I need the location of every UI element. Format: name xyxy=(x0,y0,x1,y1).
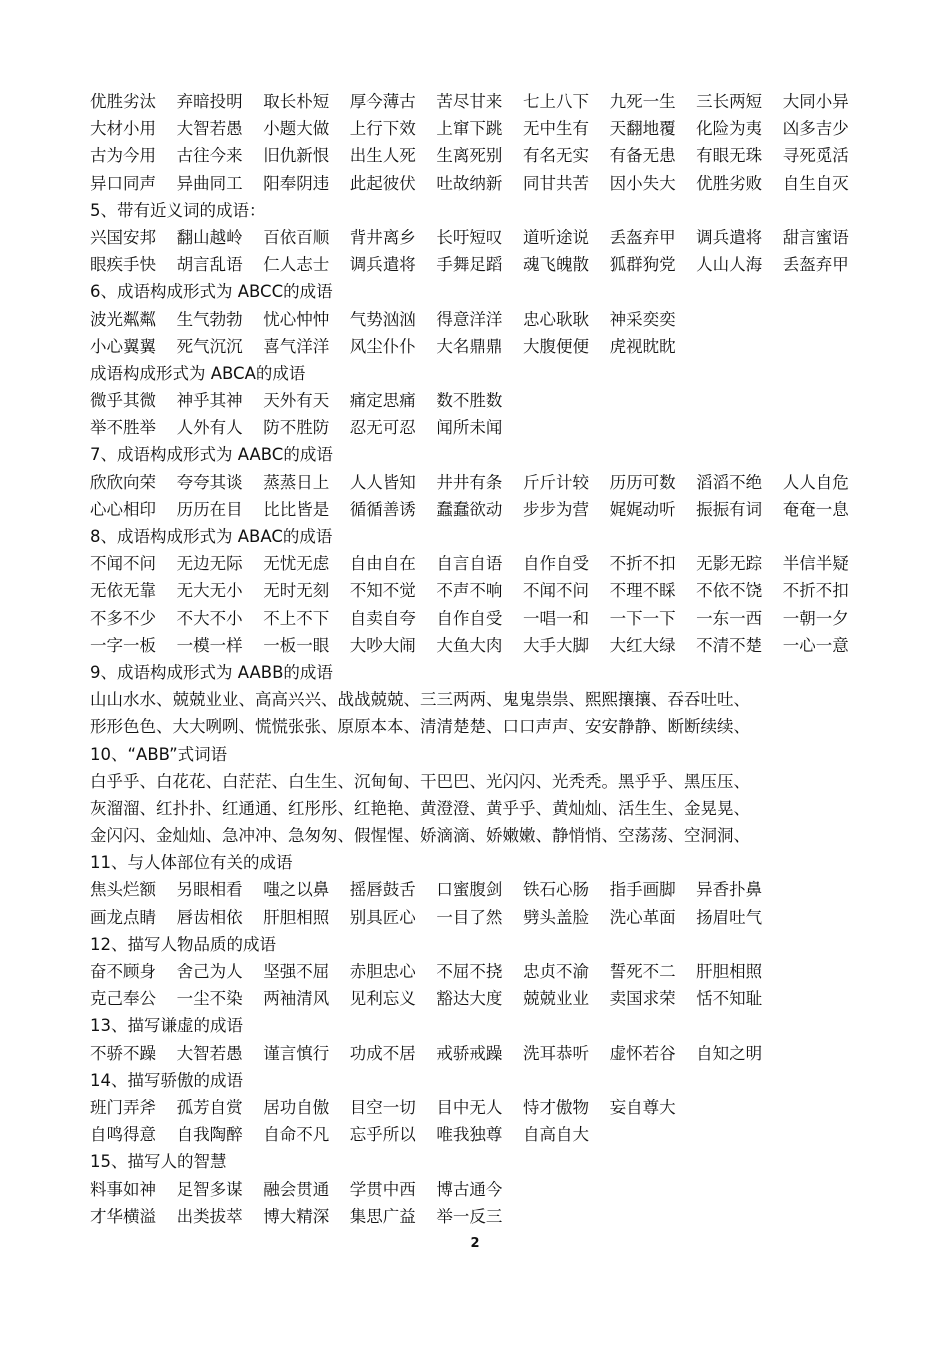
idiom: 不闻不问 xyxy=(90,554,156,574)
word-list-line: 白乎乎、白花花、白茫茫、白生生、沉甸甸、干巴巴、光闪闪、光秃秃。黑乎乎、黑压压、 xyxy=(90,771,750,791)
idiom: 翻山越岭 xyxy=(176,227,243,247)
idiom: 指手画脚 xyxy=(609,880,676,900)
idiom: 波光粼粼 xyxy=(90,309,156,329)
idiom: 妄自尊大 xyxy=(609,1097,676,1117)
idiom: 娓娓动听 xyxy=(609,499,676,519)
idiom: 自作自受 xyxy=(522,554,589,574)
idiom: 防不胜防 xyxy=(263,418,330,438)
idiom: 异曲同工 xyxy=(176,173,243,193)
idiom: 人山人海 xyxy=(696,255,763,275)
idiom: 斤斤计较 xyxy=(522,472,589,492)
idiom: 才华横溢 xyxy=(90,1206,156,1226)
idiom: 唯我独尊 xyxy=(436,1125,503,1145)
idiom: 不折不扣 xyxy=(782,581,849,601)
idiom-row xyxy=(90,1040,870,1067)
idiom: 画龙点睛 xyxy=(90,907,156,927)
idiom: 口蜜腹剑 xyxy=(436,880,503,900)
word-list-line: 山山水水、兢兢业业、高高兴兴、战战兢兢、三三两两、鬼鬼祟祟、熙熙攘攘、吞吞吐吐、 xyxy=(90,690,750,710)
idiom: 见利忘义 xyxy=(349,989,416,1009)
idiom: 人人皆知 xyxy=(349,472,416,492)
idiom: 兢兢业业 xyxy=(522,989,589,1009)
idiom: 九死一生 xyxy=(609,92,676,111)
section-heading: 12、描写人物品质的成语 xyxy=(90,934,276,954)
idiom: 铁石心肠 xyxy=(522,880,589,900)
idiom-row xyxy=(90,387,870,414)
idiom-row xyxy=(90,306,870,333)
idiom: 不上不下 xyxy=(263,608,330,628)
idiom: 一目了然 xyxy=(436,907,503,927)
idiom: 人人自危 xyxy=(782,472,849,492)
idiom-row xyxy=(90,550,870,577)
idiom: 忧心忡忡 xyxy=(263,309,330,329)
idiom-row xyxy=(90,1203,870,1230)
idiom: 虚怀若谷 xyxy=(609,1043,676,1063)
idiom: 忍无可忍 xyxy=(349,418,416,438)
idiom-row xyxy=(90,251,870,278)
idiom: 异香扑鼻 xyxy=(696,880,763,900)
idiom: 背井离乡 xyxy=(349,227,416,247)
idiom-row xyxy=(90,469,870,496)
idiom: 滔滔不绝 xyxy=(696,472,763,492)
idiom: 班门弄斧 xyxy=(90,1097,156,1117)
idiom: 无边无际 xyxy=(176,554,243,574)
idiom-row xyxy=(90,605,870,632)
idiom: 甜言蜜语 xyxy=(782,227,849,247)
idiom: 蠢蠢欲动 xyxy=(436,499,503,519)
section-heading: 15、描写人的智慧 xyxy=(90,1152,227,1172)
idiom: 博古通今 xyxy=(436,1179,503,1199)
idiom: 苦尽甘来 xyxy=(436,92,503,111)
idiom: 无大无小 xyxy=(176,581,243,601)
idiom: 百依百顺 xyxy=(263,227,330,247)
idiom: 肝胆相照 xyxy=(263,907,330,927)
idiom: 目空一切 xyxy=(349,1097,416,1117)
idiom: 生气勃勃 xyxy=(176,309,243,329)
idiom: 居功自傲 xyxy=(263,1097,330,1117)
idiom: 大名鼎鼎 xyxy=(436,336,503,356)
idiom: 无依无靠 xyxy=(90,581,156,601)
idiom: 胡言乱语 xyxy=(176,255,243,275)
idiom: 上行下效 xyxy=(349,119,416,139)
idiom-row xyxy=(90,1176,870,1203)
idiom: 神乎其神 xyxy=(176,391,243,411)
idiom: 一字一板 xyxy=(90,635,156,655)
idiom: 大同小异 xyxy=(782,92,849,111)
idiom: 循循善诱 xyxy=(349,499,416,519)
idiom: 丢盔弃甲 xyxy=(782,255,849,275)
idiom: 取长朴短 xyxy=(263,92,330,111)
idiom: 功成不居 xyxy=(349,1043,416,1063)
idiom-row xyxy=(90,170,870,197)
idiom: 振振有词 xyxy=(696,499,763,519)
idiom: 半信半疑 xyxy=(782,554,849,574)
idiom-row xyxy=(90,224,870,251)
idiom: 无忧无虑 xyxy=(263,554,330,574)
idiom: 劈头盖脸 xyxy=(522,907,589,927)
idiom: 大智若愚 xyxy=(176,119,243,139)
idiom: 闻所未闻 xyxy=(436,418,503,438)
idiom: 天翻地覆 xyxy=(609,119,676,139)
section-heading: 9、成语构成形式为 AABB的成语 xyxy=(90,662,333,682)
idiom: 气势汹汹 xyxy=(349,309,416,329)
word-list-line: 灰溜溜、红扑扑、红通通、红彤彤、红艳艳、黄澄澄、黄乎乎、黄灿灿、活生生、金晃晃、 xyxy=(90,798,750,818)
idiom: 嗤之以鼻 xyxy=(263,880,330,900)
idiom: 豁达大度 xyxy=(436,989,503,1009)
idiom: 不闻不问 xyxy=(522,581,589,601)
idiom: 大吵大闹 xyxy=(349,635,416,655)
idiom: 小心翼翼 xyxy=(90,336,156,356)
idiom: 克己奉公 xyxy=(90,989,156,1009)
idiom: 人外有人 xyxy=(176,418,243,438)
idiom: 天外有天 xyxy=(263,391,330,411)
idiom: 井井有条 xyxy=(436,472,503,492)
idiom: 历历在目 xyxy=(176,499,243,519)
idiom: 阳奉阴违 xyxy=(263,173,330,193)
idiom: 同甘共苦 xyxy=(522,173,589,193)
idiom: 大鱼大肉 xyxy=(436,635,503,655)
idiom: 调兵遣将 xyxy=(696,227,763,247)
idiom: 扬眉吐气 xyxy=(696,907,763,927)
section-heading: 13、描写谦虚的成语 xyxy=(90,1016,243,1036)
idiom: 忘乎所以 xyxy=(349,1125,416,1145)
idiom: 有备无患 xyxy=(609,146,676,166)
idiom: 此起彼伏 xyxy=(349,173,416,193)
idiom-row xyxy=(90,876,870,903)
idiom: 长吁短叹 xyxy=(436,227,503,247)
section-heading: 8、成语构成形式为 ABAC的成语 xyxy=(90,527,333,546)
idiom: 虎视眈眈 xyxy=(609,336,676,356)
section-heading: 10、“ABB”式词语 xyxy=(90,744,228,764)
idiom: 上窜下跳 xyxy=(436,119,503,139)
idiom: 出类拔萃 xyxy=(176,1206,243,1226)
idiom-row xyxy=(90,142,870,169)
idiom: 化险为夷 xyxy=(696,119,763,139)
idiom: 旧仇新恨 xyxy=(263,146,330,166)
idiom: 奄奄一息 xyxy=(782,499,849,519)
idiom: 不清不楚 xyxy=(696,635,763,655)
idiom: 自知之明 xyxy=(696,1043,763,1063)
idiom: 洗耳恭听 xyxy=(522,1043,589,1063)
idiom: 博大精深 xyxy=(263,1206,330,1226)
idiom: 一尘不染 xyxy=(176,989,243,1009)
idiom: 卖国求荣 xyxy=(609,989,676,1009)
idiom: 一朝一夕 xyxy=(782,608,849,628)
idiom: 融会贯通 xyxy=(263,1179,330,1199)
idiom: 自言自语 xyxy=(436,554,503,574)
idiom: 神采奕奕 xyxy=(609,309,676,329)
idiom: 谨言慎行 xyxy=(263,1043,330,1063)
idiom: 得意洋洋 xyxy=(436,309,503,329)
idiom: 不理不睬 xyxy=(609,581,676,601)
idiom: 手舞足蹈 xyxy=(436,255,503,275)
idiom: 不骄不躁 xyxy=(90,1043,156,1063)
idiom: 不依不饶 xyxy=(696,581,763,601)
idiom: 优胜劣败 xyxy=(696,173,763,193)
idiom: 一东一西 xyxy=(696,608,763,628)
word-list-line: 金闪闪、金灿灿、急冲冲、急匆匆、假惺惺、娇滴滴、娇嫩嫩、静悄悄、空荡荡、空洞洞、 xyxy=(90,826,750,846)
idiom: 自卖自夸 xyxy=(349,608,416,628)
idiom: 料事如神 xyxy=(90,1179,156,1199)
idiom: 忠心耿耿 xyxy=(522,309,589,329)
idiom: 因小失大 xyxy=(609,173,676,193)
document-page xyxy=(90,88,870,1230)
idiom: 举不胜举 xyxy=(90,418,156,438)
idiom: 自作自受 xyxy=(436,608,503,628)
idiom: 蒸蒸日上 xyxy=(263,472,330,492)
idiom: 仁人志士 xyxy=(263,255,330,275)
idiom-row xyxy=(90,333,870,360)
idiom-row xyxy=(90,1094,870,1121)
idiom: 不多不少 xyxy=(90,608,156,628)
idiom: 摇唇鼓舌 xyxy=(349,880,416,900)
idiom-row xyxy=(90,958,870,985)
idiom: 一模一样 xyxy=(176,635,243,655)
idiom: 孤芳自赏 xyxy=(176,1097,243,1117)
idiom: 优胜劣汰 xyxy=(90,92,156,111)
idiom: 大手大脚 xyxy=(522,635,589,655)
idiom: 寻死觅活 xyxy=(782,146,849,166)
idiom: 自我陶醉 xyxy=(176,1125,243,1145)
idiom: 恃才傲物 xyxy=(522,1097,589,1117)
idiom: 弃暗投明 xyxy=(176,92,243,111)
idiom: 不声不响 xyxy=(436,581,503,601)
idiom: 心心相印 xyxy=(90,499,156,519)
idiom: 自鸣得意 xyxy=(90,1125,156,1145)
idiom: 历历可数 xyxy=(609,472,676,492)
idiom: 奋不顾身 xyxy=(90,962,156,981)
idiom: 舍己为人 xyxy=(176,962,243,981)
idiom: 不知不觉 xyxy=(349,581,416,601)
idiom: 一心一意 xyxy=(782,635,849,655)
idiom: 古往今来 xyxy=(176,146,243,166)
idiom: 坚强不屈 xyxy=(263,962,330,981)
idiom: 别具匠心 xyxy=(349,907,416,927)
idiom: 风尘仆仆 xyxy=(349,336,416,356)
idiom: 一唱一和 xyxy=(522,608,589,628)
idiom: 自生自灭 xyxy=(782,173,849,193)
idiom: 洗心革面 xyxy=(609,907,676,927)
word-list-line: 形形色色、大大咧咧、慌慌张张、原原本本、清清楚楚、口口声声、安安静静、断断续续、 xyxy=(90,717,750,737)
idiom: 凶多吉少 xyxy=(782,119,849,139)
idiom: 数不胜数 xyxy=(436,391,503,411)
idiom: 目中无人 xyxy=(436,1097,503,1117)
idiom-row xyxy=(90,904,870,931)
idiom: 自命不凡 xyxy=(263,1125,330,1145)
idiom: 三长两短 xyxy=(696,92,763,111)
idiom: 一下一下 xyxy=(609,608,676,628)
idiom: 兴国安邦 xyxy=(90,227,156,247)
idiom-row xyxy=(90,1121,870,1148)
idiom: 死气沉沉 xyxy=(176,336,243,356)
idiom-row xyxy=(90,632,870,659)
idiom: 自高自大 xyxy=(522,1125,589,1145)
idiom: 有眼无珠 xyxy=(696,146,763,166)
idiom-row xyxy=(90,414,870,441)
idiom: 集思广益 xyxy=(349,1206,416,1226)
idiom: 无影无踪 xyxy=(696,554,763,574)
idiom: 七上八下 xyxy=(522,92,589,111)
idiom: 学贯中西 xyxy=(349,1179,416,1199)
idiom: 步步为营 xyxy=(522,499,589,519)
idiom: 足智多谋 xyxy=(176,1179,243,1199)
idiom: 肝胆相照 xyxy=(696,962,763,981)
idiom: 吐故纳新 xyxy=(436,173,503,193)
idiom: 不折不扣 xyxy=(609,554,676,574)
idiom: 不屈不挠 xyxy=(436,962,503,981)
idiom: 微乎其微 xyxy=(90,391,156,411)
idiom: 大智若愚 xyxy=(176,1043,243,1063)
section-heading: 7、成语构成形式为 AABC的成语 xyxy=(90,445,333,465)
section-heading: 14、描写骄傲的成语 xyxy=(90,1070,243,1090)
idiom: 狐群狗党 xyxy=(609,255,676,275)
idiom: 戒骄戒躁 xyxy=(436,1043,503,1063)
idiom: 无中生有 xyxy=(522,119,589,139)
idiom: 比比皆是 xyxy=(263,499,330,519)
idiom: 两袖清风 xyxy=(263,989,330,1009)
idiom-row xyxy=(90,496,870,523)
section-heading: 6、成语构成形式为 ABCC的成语 xyxy=(90,282,333,302)
idiom: 唇齿相依 xyxy=(176,907,243,927)
idiom: 丢盔弃甲 xyxy=(609,227,676,247)
idiom: 欣欣向荣 xyxy=(90,472,156,492)
idiom: 自由自在 xyxy=(349,554,416,574)
idiom: 誓死不二 xyxy=(609,962,676,981)
idiom: 一板一眼 xyxy=(263,635,330,655)
idiom-row xyxy=(90,115,870,142)
idiom: 古为今用 xyxy=(90,146,156,166)
idiom-row xyxy=(90,577,870,604)
idiom-row xyxy=(90,88,870,115)
idiom-row xyxy=(90,985,870,1012)
idiom: 道听途说 xyxy=(522,227,589,247)
idiom: 调兵遣将 xyxy=(349,255,416,275)
idiom: 生离死别 xyxy=(436,146,503,166)
idiom: 出生人死 xyxy=(349,146,416,166)
idiom: 夸夸其谈 xyxy=(176,472,243,492)
idiom: 大腹便便 xyxy=(522,336,589,356)
idiom: 眼疾手快 xyxy=(90,255,156,275)
section-heading: 成语构成形式为 ABCA的成语 xyxy=(90,363,306,383)
idiom: 举一反三 xyxy=(436,1206,503,1226)
idiom: 忠贞不渝 xyxy=(522,962,589,981)
idiom: 有名无实 xyxy=(522,146,589,166)
idiom: 痛定思痛 xyxy=(349,391,416,411)
idiom: 异口同声 xyxy=(90,173,156,193)
idiom: 小题大做 xyxy=(263,119,330,139)
idiom: 赤胆忠心 xyxy=(349,962,416,981)
idiom: 厚今薄古 xyxy=(349,92,416,111)
idiom: 大材小用 xyxy=(90,119,156,139)
idiom: 另眼相看 xyxy=(176,880,243,900)
idiom: 恬不知耻 xyxy=(696,989,763,1009)
idiom: 焦头烂额 xyxy=(90,880,156,900)
idiom: 喜气洋洋 xyxy=(263,336,330,356)
idiom: 魂飞魄散 xyxy=(522,255,589,275)
section-heading: 11、与人体部位有关的成语 xyxy=(90,853,293,873)
idiom: 大红大绿 xyxy=(609,635,676,655)
idiom: 不大不小 xyxy=(176,608,243,628)
idiom: 无时无刻 xyxy=(263,581,330,601)
section-heading: 5、带有近义词的成语： xyxy=(90,200,266,220)
page-number: 2 xyxy=(470,1236,480,1251)
